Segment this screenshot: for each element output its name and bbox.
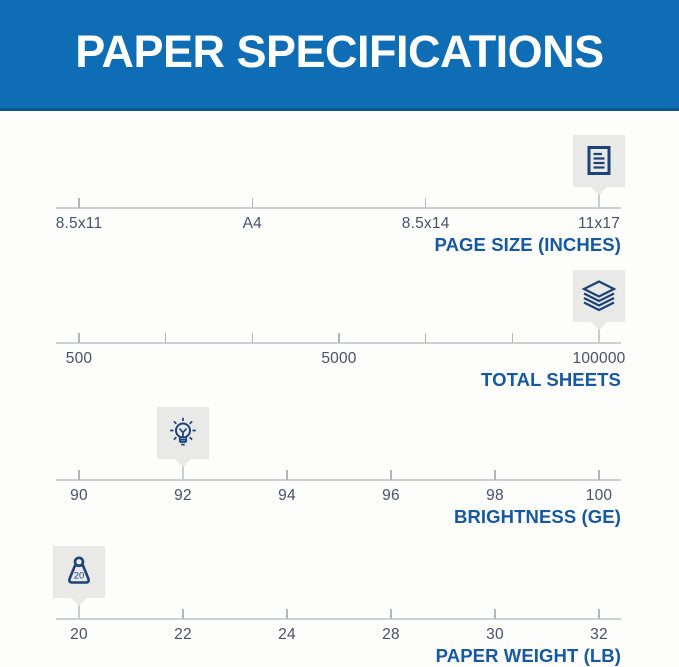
axis-line xyxy=(56,479,621,481)
axis-line xyxy=(56,618,621,620)
tick-label: 20 xyxy=(70,626,88,643)
page-size-marker xyxy=(573,135,625,187)
total-sheets-marker xyxy=(573,270,625,322)
marker-tail-line xyxy=(598,329,600,343)
tick-mark xyxy=(338,333,340,343)
weight-icon xyxy=(61,554,97,590)
tick-label: 96 xyxy=(382,487,400,504)
tick-mark xyxy=(598,609,600,619)
tick-label: 8.5x11 xyxy=(55,215,103,232)
marker-pointer xyxy=(71,598,87,606)
axis-line xyxy=(56,207,621,209)
tick-label: 98 xyxy=(486,487,504,504)
scale-title: BRIGHTNESS (GE) xyxy=(454,506,621,527)
marker-pointer xyxy=(591,187,607,195)
tick-label: 500 xyxy=(65,350,93,367)
tick-label: 8.5x14 xyxy=(401,215,450,232)
tick-label: A4 xyxy=(242,215,262,232)
tick-mark xyxy=(494,609,496,619)
scale-title: PAGE SIZE (INCHES) xyxy=(434,234,621,255)
tick-label: 22 xyxy=(174,626,192,643)
tick-mark xyxy=(78,198,80,208)
tick-label: 11x17 xyxy=(577,215,621,232)
paper-weight-marker xyxy=(53,546,105,598)
tick-label: 94 xyxy=(278,487,296,504)
weight-value-label: 20 xyxy=(73,570,85,582)
tick-mark xyxy=(165,333,167,343)
marker-tail-line xyxy=(598,194,600,208)
marker-pointer xyxy=(175,459,191,467)
scale-title: TOTAL SHEETS xyxy=(481,369,621,390)
tick-mark xyxy=(390,609,392,619)
paper-stack-icon xyxy=(581,278,617,314)
document-icon xyxy=(581,143,617,179)
tick-label: 28 xyxy=(382,626,400,643)
tick-mark xyxy=(494,470,496,480)
tick-mark xyxy=(512,333,514,343)
axis-line xyxy=(56,342,621,344)
tick-mark xyxy=(78,470,80,480)
tick-mark xyxy=(78,333,80,343)
marker-tail-line xyxy=(78,605,80,619)
lightbulb-icon xyxy=(165,415,201,451)
page-title: PAPER SPECIFICATIONS xyxy=(75,26,604,77)
scale-title: PAPER WEIGHT (LB) xyxy=(435,645,621,666)
tick-mark xyxy=(182,470,184,480)
tick-label: 5000 xyxy=(321,350,357,367)
tick-label: 92 xyxy=(174,487,192,504)
marker-pointer xyxy=(591,322,607,330)
tick-mark xyxy=(286,470,288,480)
tick-label: 32 xyxy=(590,626,608,643)
tick-label: 90 xyxy=(70,487,88,504)
tick-mark xyxy=(390,470,392,480)
tick-mark xyxy=(182,609,184,619)
tick-mark xyxy=(252,198,254,208)
tick-label: 24 xyxy=(278,626,296,643)
tick-mark xyxy=(286,609,288,619)
brightness-marker xyxy=(157,407,209,459)
tick-mark xyxy=(425,333,427,343)
tick-mark xyxy=(598,198,600,208)
tick-label: 100000 xyxy=(572,350,626,367)
tick-mark xyxy=(78,609,80,619)
marker-tail-line xyxy=(182,466,184,480)
tick-mark xyxy=(598,470,600,480)
tick-label: 100 xyxy=(585,487,613,504)
tick-mark xyxy=(598,333,600,343)
tick-mark xyxy=(252,333,254,343)
tick-mark xyxy=(425,198,427,208)
tick-label: 30 xyxy=(486,626,504,643)
